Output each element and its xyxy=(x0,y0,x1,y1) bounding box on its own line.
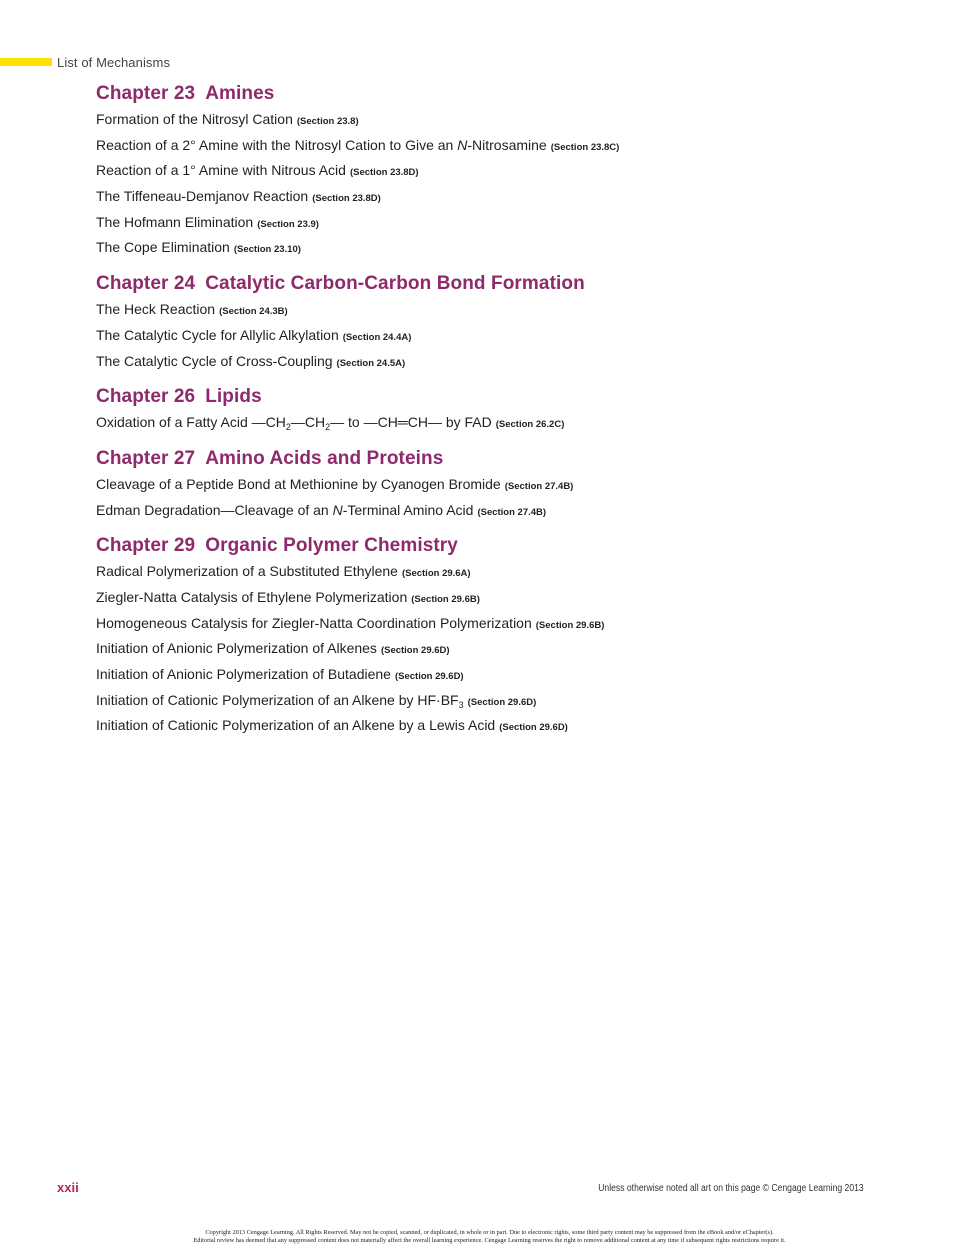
copyright-notice xyxy=(0,1229,979,1245)
list-item xyxy=(96,662,936,688)
item-text: Initiation of Anionic Polymerization of Alkenes xyxy=(96,640,377,657)
item-text: Homogeneous Catalysis for Ziegler-Natta Coordination Polymerization xyxy=(96,614,532,631)
chapter-27 xyxy=(96,445,936,523)
running-head: List of Mechanisms xyxy=(57,55,171,70)
section-ref: (Section 29.6B) xyxy=(411,593,480,605)
item-text: —CH xyxy=(290,414,326,431)
section-ref: (Section 23.8) xyxy=(296,116,359,127)
list-item xyxy=(96,688,936,714)
header-accent-bar xyxy=(0,58,52,66)
chapter-29 xyxy=(96,532,936,739)
item-text: Cleavage of a Peptide Bond at Methionine by Cyanogen Bromide xyxy=(96,475,501,492)
chapter-23 xyxy=(96,80,936,261)
section-ref: (Section 23.8D) xyxy=(312,193,381,205)
chapter-title: Amines xyxy=(205,83,275,104)
list-item xyxy=(96,559,936,585)
item-text: Ziegler-Natta Catalysis of Ethylene Polymerization xyxy=(96,588,408,605)
list-item xyxy=(96,158,936,184)
list-item xyxy=(96,349,936,375)
chapter-heading xyxy=(96,532,936,559)
item-text: Reaction of a 1° Amine with Nitrous Acid xyxy=(96,162,346,179)
section-ref: (Section 24.4A) xyxy=(342,331,412,343)
item-text: Edman Degradation—Cleavage of an xyxy=(96,501,333,518)
item-text: Formation of the Nitrosyl Cation xyxy=(96,111,293,127)
chapter-title: Lipids xyxy=(205,386,262,408)
item-text: The Cope Elimination xyxy=(96,239,230,256)
list-item xyxy=(96,107,936,133)
item-text: Reaction of a 2° Amine with the Nitrosyl Cation to Give an xyxy=(96,136,458,153)
list-item xyxy=(96,235,936,261)
chapter-title: Amino Acids and Proteins xyxy=(205,447,444,469)
item-text: Oxidation of a Fatty Acid —CH xyxy=(96,414,286,431)
item-italic: N xyxy=(457,136,468,153)
list-item xyxy=(96,184,936,210)
item-text: The Heck Reaction xyxy=(96,301,216,318)
list-item xyxy=(96,410,936,436)
list-item xyxy=(96,611,936,637)
list-item xyxy=(96,297,936,323)
art-credit: Unless otherwise noted all art on this page © Cengage Learning 2013 xyxy=(598,1183,864,1194)
list-item xyxy=(96,585,936,611)
section-ref: (Section 29.6D) xyxy=(394,671,464,682)
chapter-number: Chapter 23 xyxy=(96,83,196,104)
chapter-number: Chapter 26 xyxy=(96,386,196,408)
list-item xyxy=(96,472,936,498)
section-ref: (Section 27.4B) xyxy=(477,506,547,518)
section-ref: (Section 29.6A) xyxy=(401,568,471,580)
list-item xyxy=(96,636,936,662)
section-ref: (Section 23.9) xyxy=(257,218,319,230)
chapter-heading xyxy=(96,80,936,107)
section-ref: (Section 23.10) xyxy=(233,244,301,256)
copyright-line: Copyright 2013 Cengage Learning. All Rights Reserved. May not be copied, scanned, or duplicated, in whole or in part. Due to electronic rights, some third party content may be suppressed from the eBook and/or eChapter(s). xyxy=(205,1229,774,1236)
list-item xyxy=(96,210,936,236)
chapter-24 xyxy=(96,270,936,374)
list-item xyxy=(96,498,936,524)
section-ref: (Section 29.6D) xyxy=(467,696,537,708)
subscript: 2 xyxy=(325,422,331,433)
list-item xyxy=(96,133,936,159)
page-number: xxii xyxy=(57,1180,79,1195)
item-text: The Catalytic Cycle of Cross-Coupling xyxy=(96,352,333,369)
chapter-title: Organic Polymer Chemistry xyxy=(205,535,458,557)
subscript: 2 xyxy=(285,422,291,433)
item-text: The Catalytic Cycle for Allylic Alkylation xyxy=(96,326,339,343)
item-text: — to —CH═CH— by FAD xyxy=(330,414,492,431)
section-ref: (Section 29.6B) xyxy=(535,619,605,631)
subscript: 3 xyxy=(458,699,464,710)
mechanism-list xyxy=(96,80,936,748)
chapter-heading xyxy=(96,270,936,297)
chapter-heading xyxy=(96,383,936,410)
item-text: -Terminal Amino Acid xyxy=(342,501,474,518)
item-text: The Tiffeneau-Demjanov Reaction xyxy=(96,188,309,205)
item-text: Initiation of Cationic Polymerization of an Alkene by HF·BF xyxy=(96,691,459,708)
chapter-number: Chapter 27 xyxy=(96,447,196,469)
item-text: The Hofmann Elimination xyxy=(96,213,254,230)
chapter-number: Chapter 24 xyxy=(96,273,196,295)
section-ref: (Section 24.5A) xyxy=(336,357,406,369)
item-text: Radical Polymerization of a Substituted Ethylene xyxy=(96,563,398,580)
copyright-line: Editorial review has deemed that any suppressed content does not materially affect the overall learning experience. Cengage Learning reserves the right to remove additional content at any time if subsequent rights restrictions require it. xyxy=(193,1237,786,1244)
item-italic: N xyxy=(332,501,343,518)
section-ref: (Section 23.8C) xyxy=(550,141,620,153)
item-text: -Nitrosamine xyxy=(467,136,547,153)
chapter-number: Chapter 29 xyxy=(96,535,196,557)
item-text: Initiation of Cationic Polymerization of an Alkene by a Lewis Acid xyxy=(96,717,496,734)
chapter-title: Catalytic Carbon-Carbon Bond Formation xyxy=(205,273,585,295)
section-ref: (Section 23.8D) xyxy=(349,167,419,179)
chapter-26 xyxy=(96,383,936,436)
section-ref: (Section 29.6D) xyxy=(380,645,450,657)
section-ref: (Section 29.6D) xyxy=(499,722,568,734)
list-item xyxy=(96,323,936,349)
item-text: Initiation of Anionic Polymerization of Butadiene xyxy=(96,666,391,682)
list-item xyxy=(96,713,936,739)
section-ref: (Section 24.3B) xyxy=(219,306,288,318)
chapter-heading xyxy=(96,445,936,472)
section-ref: (Section 26.2C) xyxy=(495,419,565,431)
section-ref: (Section 27.4B) xyxy=(504,480,574,492)
